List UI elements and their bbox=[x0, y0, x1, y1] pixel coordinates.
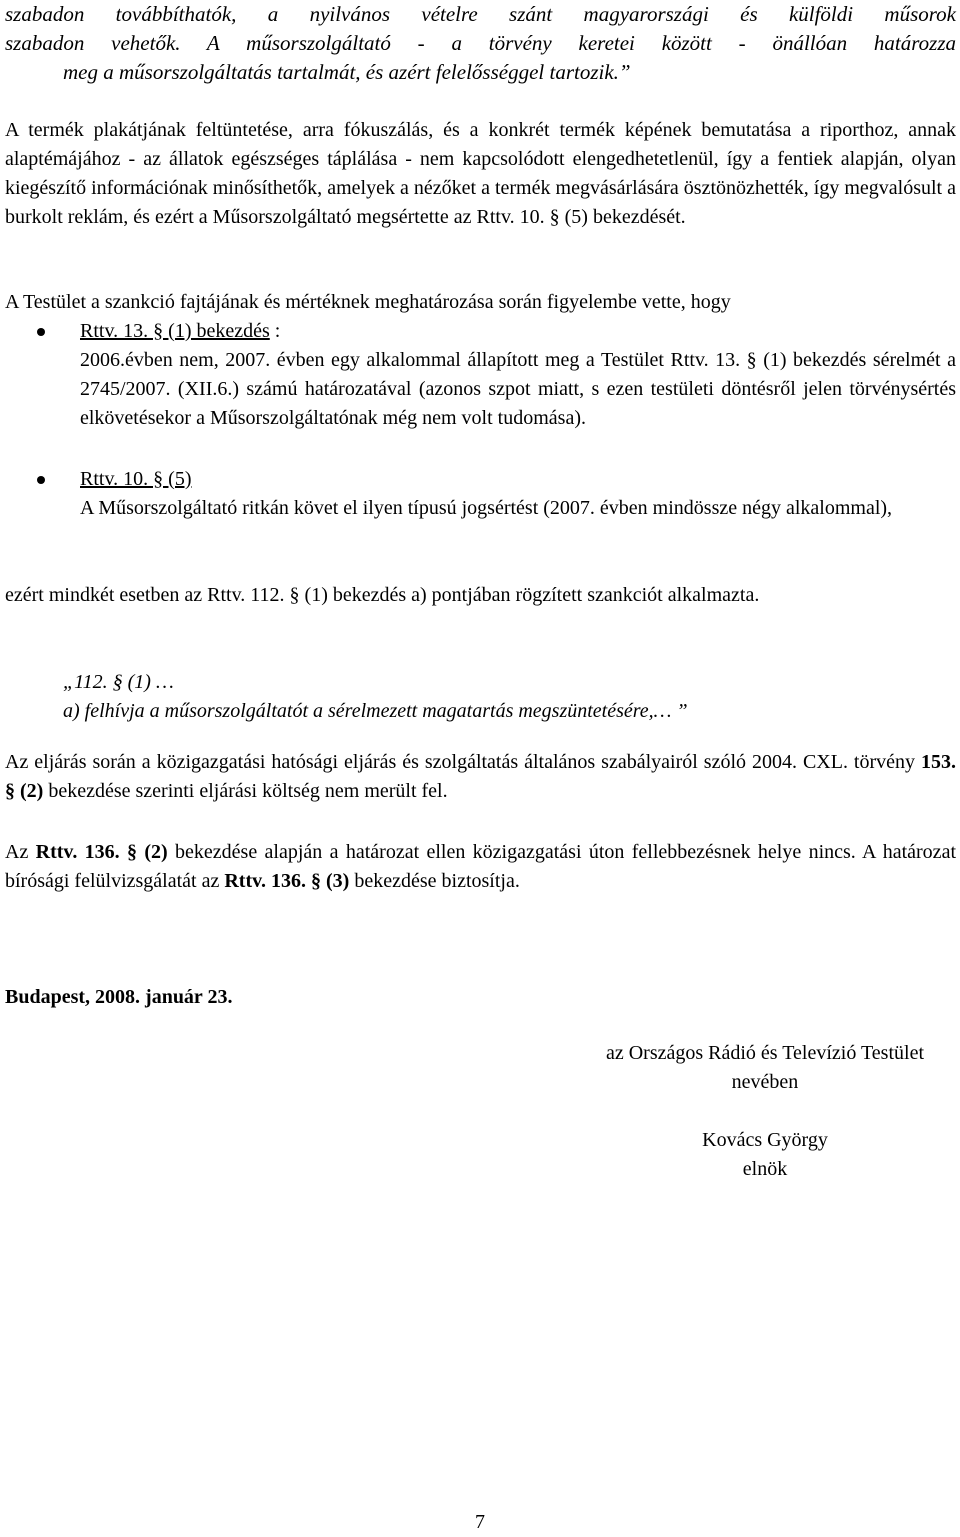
appeal-text-1: Az bbox=[5, 841, 36, 863]
law-quote bbox=[63, 668, 956, 726]
intro-quote-line-1: szabadon továbbíthatók, a nyilvános vételre szánt magyarországi és külföldi műsorok bbox=[5, 2, 956, 26]
signature-block bbox=[545, 1039, 960, 1184]
bullet-1-heading: Rttv. 13. § (1) bekezdés bbox=[80, 320, 270, 342]
law-quote-line-1: „112. § (1) … bbox=[63, 671, 174, 693]
bullet-2-body: A Műsorszolgáltató ritkán követ el ilyen típusú jogsértést (2007. évben mindössze négy alkalommal), bbox=[80, 497, 893, 519]
law-quote-line-2: a) felhívja a műsorszolgáltatót a sérelmezett magatartás megszüntetésére,… ” bbox=[63, 700, 688, 722]
signatory-title: elnök bbox=[742, 1158, 788, 1180]
bullet-item-2 bbox=[80, 465, 956, 523]
costs-text-2: bekezdése szerinti eljárási költség nem merült fel. bbox=[43, 780, 448, 802]
appeal-text-3: bekezdése biztosítja. bbox=[349, 870, 520, 892]
sanction-intro-paragraph: A Testület a szankció fajtájának és mértéknek meghatározása során figyelembe vette, hogy bbox=[5, 291, 731, 313]
appeal-bold-ref-2: Rttv. 136. § (3) bbox=[224, 870, 350, 892]
bullet-dot-1 bbox=[37, 328, 45, 336]
product-paragraph: A termék plakátjának feltüntetése, arra fókuszálás, és a konkrét termék képének bemutatása a riporthoz, annak alaptémájához - az állatok egészséges táplálása - nem kapcsolódott elengedhetetlenül, így a fentiek alapján, olyan kiegészítő információnak minősíthetők, amelyek a nézőket a termék megvásárlására ösztönözhették, így megvalósult a burkolt reklám, és ezért a Műsorszolgáltató megsértette az Rttv. 10. § (5) bekezdését. bbox=[5, 119, 956, 228]
costs-text-1: Az eljárás során a közigazgatási hatósági eljárás és szolgáltatás általános szabályairól szóló 2004. CXL. törvény bbox=[5, 751, 921, 773]
bullet-2-heading: Rttv. 10. § (5) bbox=[80, 468, 192, 490]
signature-line-2: nevében bbox=[731, 1071, 799, 1093]
appeal-paragraph bbox=[5, 838, 956, 896]
page-number: 7 bbox=[475, 1511, 485, 1533]
bullet-dot-2 bbox=[37, 476, 45, 484]
intro-quote-line-2: szabadon vehetők. A műsorszolgáltató - a törvény keretei között - önállóan határozza bbox=[5, 31, 956, 55]
costs-bold-ref: 153. § (2) bbox=[5, 751, 956, 802]
appeal-bold-ref-1: Rttv. 136. § (2) bbox=[35, 841, 168, 863]
signature-spacer bbox=[545, 1097, 960, 1126]
intro-quote bbox=[5, 0, 956, 87]
bullet-2-heading-row bbox=[80, 465, 956, 494]
signature-line-1: az Országos Rádió és Televízió Testület bbox=[605, 1042, 925, 1064]
bullet-1-body: 2006.évben nem, 2007. évben egy alkalommal állapított meg a Testület Rttv. 13. § (1) bekezdés sérelmét a 2745/2007. (XII.6.) számú határozatával (azonos szpot miatt, s ezen testületi döntésről jelen törvénysértés elkövetésekor a Műsorszolgáltatónak még nem volt tudomása). bbox=[80, 349, 956, 429]
appeal-text-2: bekezdése alapján a határozat ellen közigazgatási úton fellebbezésnek helye nincs. A határozat bírósági felülvizsgálatát az bbox=[5, 841, 956, 892]
conclusion-paragraph: ezért mindkét esetben az Rttv. 112. § (1) bekezdés a) pontjában rögzített szankciót alkalmazta. bbox=[5, 584, 760, 606]
bullet-item-1 bbox=[80, 317, 956, 433]
costs-paragraph bbox=[5, 748, 956, 806]
bullet-1-heading-suffix: : bbox=[269, 320, 281, 342]
signatory-name: Kovács György bbox=[702, 1129, 828, 1151]
date-line: Budapest, 2008. január 23. bbox=[5, 986, 233, 1008]
intro-quote-line-3: meg a műsorszolgáltatás tartalmát, és azért felelősséggel tartozik.” bbox=[63, 60, 631, 84]
bullet-1-heading-row bbox=[80, 317, 956, 346]
